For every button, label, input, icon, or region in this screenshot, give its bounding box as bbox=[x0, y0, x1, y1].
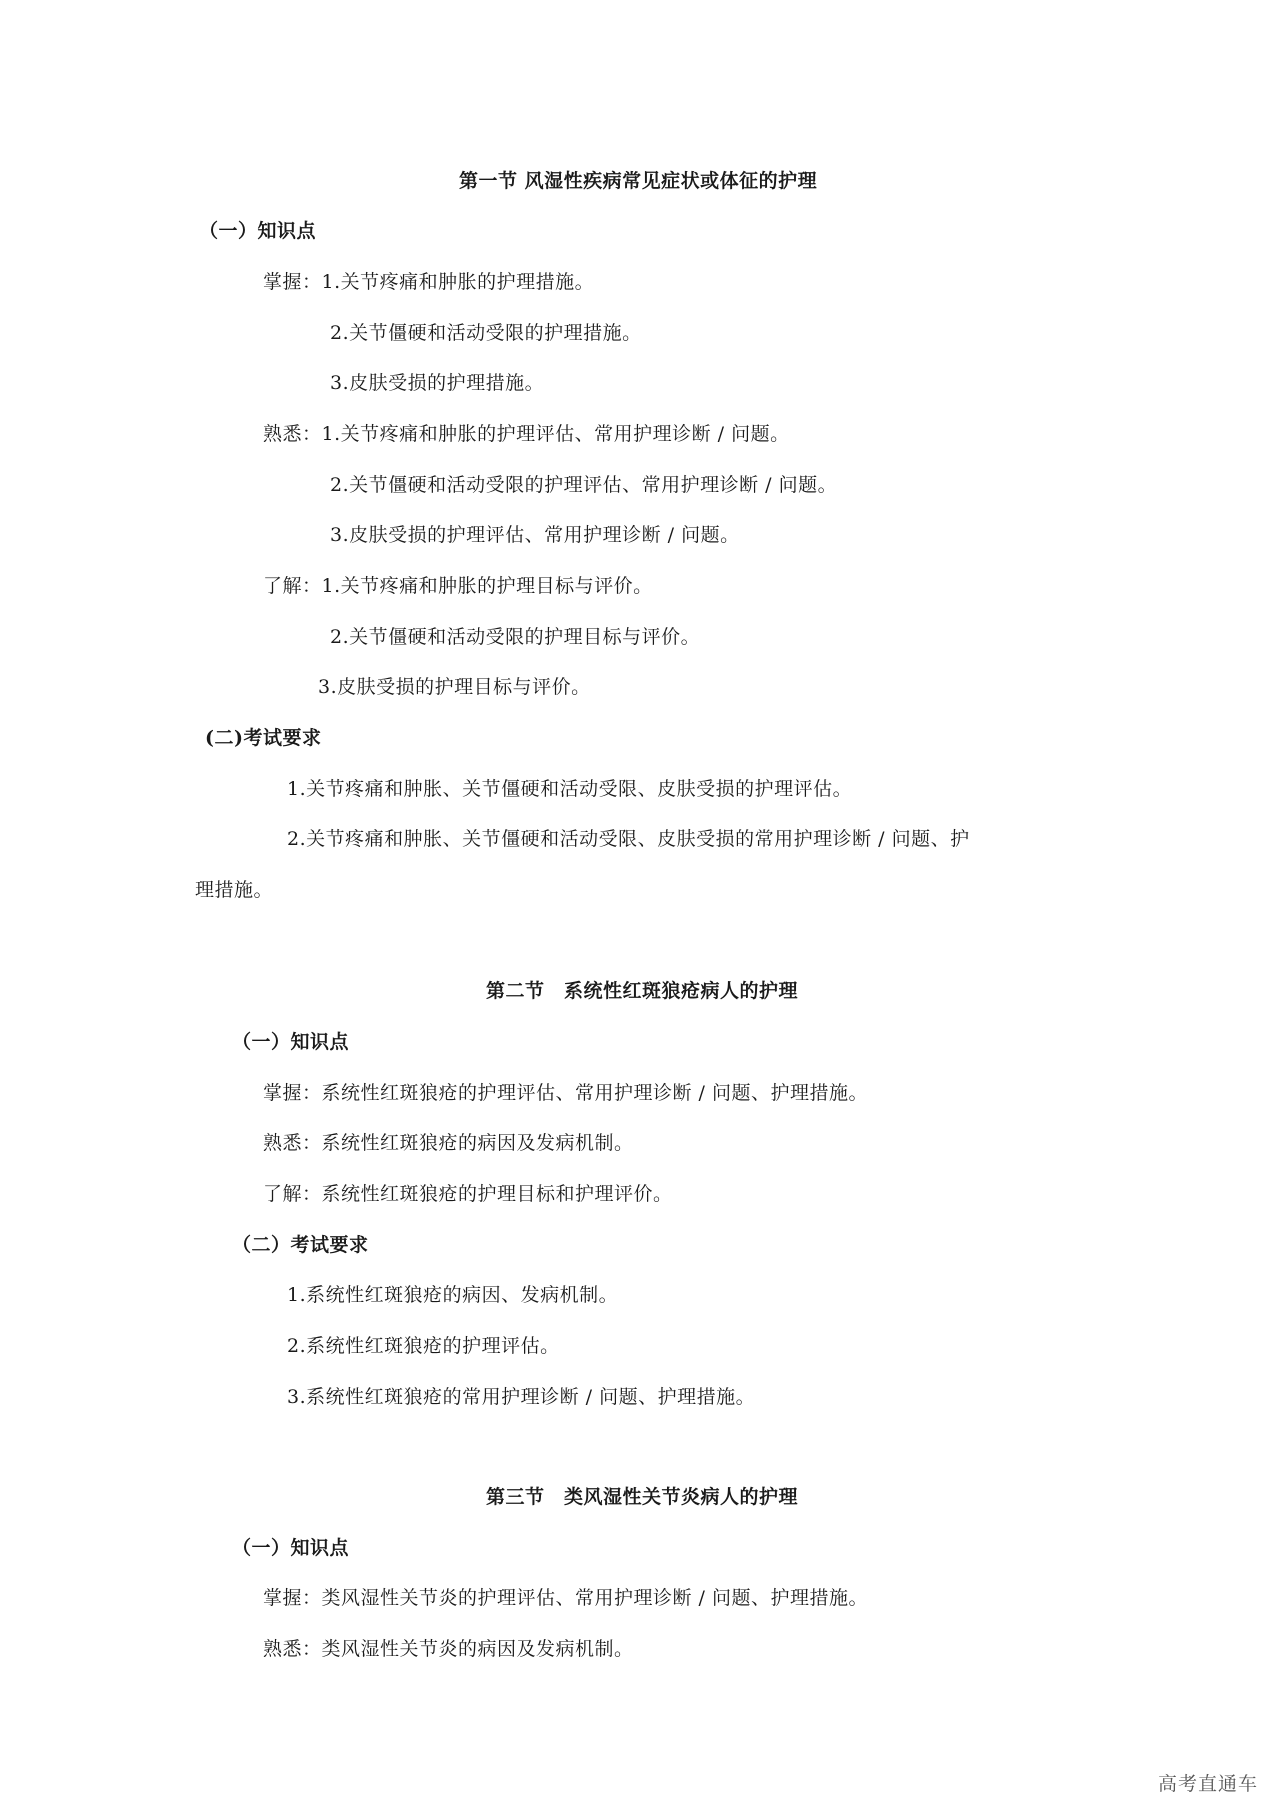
section1-exam-1: 1.关节疼痛和肿胀、关节僵硬和活动受限、皮肤受损的护理评估。 bbox=[287, 778, 853, 800]
section2-exam-1: 1.系统性红斑狼疮的病因、发病机制。 bbox=[287, 1284, 619, 1306]
watermark-text: 高考直通车 bbox=[1157, 1773, 1258, 1795]
section2-master: 掌握：系统性红斑狼疮的护理评估、常用护理诊断 / 问题、护理措施。 bbox=[263, 1082, 868, 1104]
section1-master-1: 掌握：1.关节疼痛和肿胀的护理措施。 bbox=[263, 271, 595, 293]
section2-exam-heading: （二）考试要求 bbox=[232, 1234, 369, 1256]
section1-understand-2: 2.关节僵硬和活动受限的护理目标与评价。 bbox=[330, 626, 701, 648]
section2-exam-2: 2.系统性红斑狼疮的护理评估。 bbox=[287, 1335, 560, 1357]
section2-familiar: 熟悉：系统性红斑狼疮的病因及发病机制。 bbox=[263, 1132, 634, 1154]
section1-understand-1: 了解：1.关节疼痛和肿胀的护理目标与评价。 bbox=[263, 575, 653, 597]
section1-exam-2a: 2.关节疼痛和肿胀、关节僵硬和活动受限、皮肤受损的常用护理诊断 / 问题、护 bbox=[287, 828, 970, 850]
section3-master: 掌握：类风湿性关节炎的护理评估、常用护理诊断 / 问题、护理措施。 bbox=[263, 1587, 868, 1609]
section2-knowledge-heading: （一）知识点 bbox=[232, 1031, 350, 1053]
section2-title: 第二节 系统性红斑狼疮病人的护理 bbox=[486, 980, 799, 1002]
section1-familiar-2: 2.关节僵硬和活动受限的护理评估、常用护理诊断 / 问题。 bbox=[330, 474, 838, 496]
section1-understand-3: 3.皮肤受损的护理目标与评价。 bbox=[318, 676, 591, 698]
section1-exam-heading: (二)考试要求 bbox=[205, 727, 322, 749]
section1-familiar-3: 3.皮肤受损的护理评估、常用护理诊断 / 问题。 bbox=[330, 524, 740, 546]
section3-knowledge-heading: （一）知识点 bbox=[232, 1537, 350, 1559]
section3-title: 第三节 类风湿性关节炎病人的护理 bbox=[486, 1486, 799, 1508]
section1-title: 第一节 风湿性疾病常见症状或体征的护理 bbox=[459, 170, 818, 192]
section2-exam-3: 3.系统性红斑狼疮的常用护理诊断 / 问题、护理措施。 bbox=[287, 1386, 756, 1408]
section1-knowledge-heading: （一）知识点 bbox=[199, 220, 317, 242]
section1-exam-2b: 理措施。 bbox=[195, 879, 274, 901]
section1-familiar-1: 熟悉：1.关节疼痛和肿胀的护理评估、常用护理诊断 / 问题。 bbox=[263, 423, 790, 445]
section2-understand: 了解：系统性红斑狼疮的护理目标和护理评价。 bbox=[263, 1183, 673, 1205]
section1-master-3: 3.皮肤受损的护理措施。 bbox=[330, 372, 545, 394]
section3-familiar: 熟悉：类风湿性关节炎的病因及发病机制。 bbox=[263, 1638, 634, 1660]
section1-master-2: 2.关节僵硬和活动受限的护理措施。 bbox=[330, 322, 642, 344]
